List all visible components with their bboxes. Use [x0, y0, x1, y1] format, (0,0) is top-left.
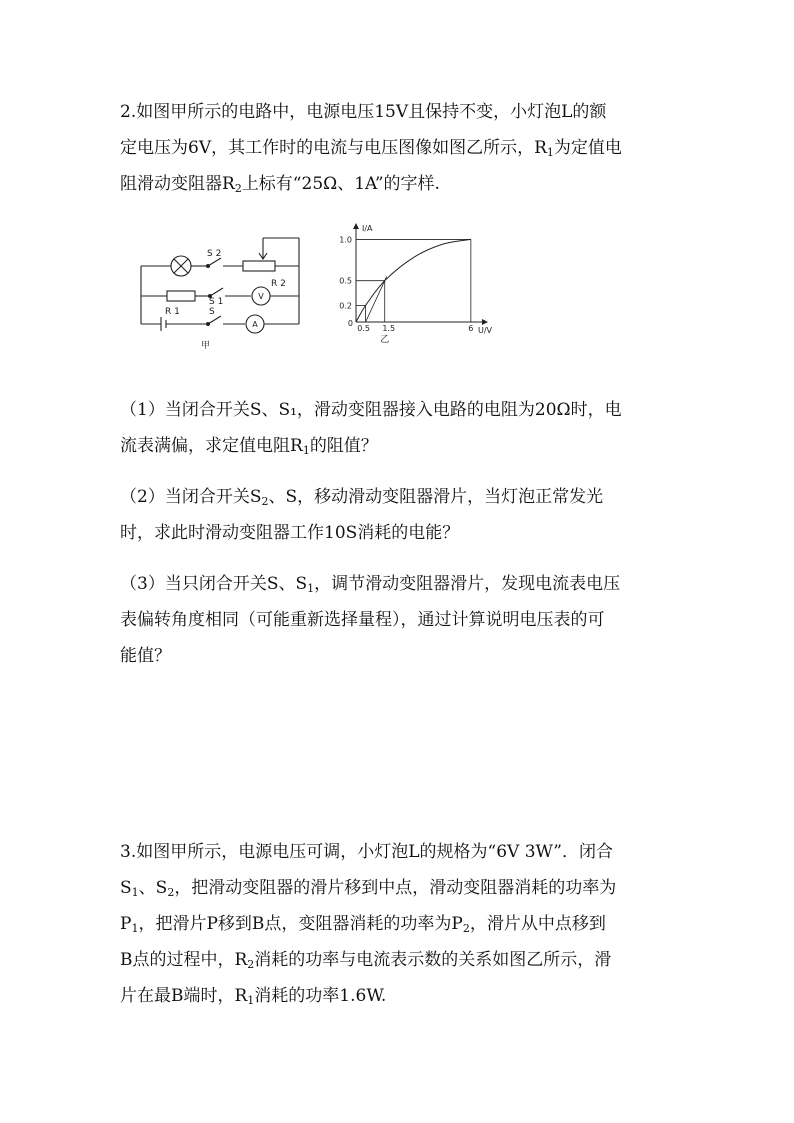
q2-1-line-1: （1）当闭合开关S、S₁，滑动变阻器接入电路的电阻为20Ω时，电 — [120, 400, 622, 420]
switch-s2-icon — [208, 258, 221, 266]
graph-caption: 乙 — [380, 335, 390, 345]
q3-line-3: $P_1$，把滑片P移到B点，变阻器消耗的功率为$P_2$，滑片从中点移到 — [120, 914, 606, 935]
q2-3-line-3: 能值？ — [120, 646, 171, 666]
x-tick-label: 0.5 — [357, 324, 370, 333]
q3-line-5: 片在最B端时，$R_1$消耗的功率1.6W. — [120, 986, 387, 1007]
y-axis-label: I/A — [362, 224, 373, 233]
x-tick-label: 1.5 — [382, 324, 396, 333]
q3-line-4: B点的过程中，$R_2$消耗的功率与电流表示数的关系如图乙所示，滑 — [120, 950, 612, 971]
label-s2: S 2 — [207, 249, 222, 259]
q3-line-2: $S_1$、$S_2$，把滑动变阻器的滑片移到中点，滑动变阻器消耗的功率为 — [120, 878, 617, 899]
q2-line-2: 定电压为6V，其工作时的电流与电压图像如图乙所示，$R_1$为定值电 — [120, 138, 622, 159]
question-2-part-2 — [120, 479, 680, 551]
label-s: S — [209, 307, 215, 317]
q2-2-line-2: 时，求此时滑动变阻器工作10S消耗的电能？ — [120, 523, 460, 543]
q2-3-line-1: （3）当只闭合开关S、$S_1$，调节滑动变阻器滑片，发现电流表电压 — [120, 574, 621, 595]
guide-origin-slope — [366, 277, 387, 322]
label-r1: R 1 — [165, 307, 180, 317]
circuit-caption: 甲 — [201, 341, 211, 351]
origin-label: 0 — [347, 319, 353, 328]
question-2-text — [120, 94, 680, 202]
label-s1: S 1 — [209, 297, 224, 307]
question-3-text — [120, 834, 680, 1014]
question-2-part-3 — [120, 566, 680, 674]
question-2-part-1 — [120, 392, 680, 464]
q2-line-1: 2.如图甲所示的电路中，电源电压15V且保持不变，小灯泡L的额 — [120, 102, 607, 122]
resistor-r1-icon — [167, 291, 195, 301]
label-v: V — [258, 292, 264, 301]
y-axis-arrow — [353, 223, 359, 229]
y-tick-label: 0.5 — [339, 276, 352, 286]
q2-3-line-2: 表偏转角度相同（可能重新选择量程），通过计算说明电压表的可 — [120, 610, 605, 630]
q2-line-3: 阻滑动变阻器$R_2$上标有“25Ω、1A”的字样. — [120, 174, 440, 195]
x-tick-label: 6 — [468, 324, 474, 333]
label-a: A — [252, 320, 258, 329]
q2-2-line-1: （2）当闭合开关$S_2$、S，移动滑动变阻器滑片，当灯泡正常发光 — [120, 487, 604, 508]
circuit-diagram — [135, 224, 315, 354]
switch-s1-icon — [210, 288, 223, 296]
y-tick-label: 0.2 — [339, 301, 352, 311]
label-r2: R 2 — [271, 279, 286, 289]
q2-1-line-2: 流表满偏，求定值电阻$R_1$的阻值？ — [120, 436, 378, 457]
x-axis-label: U/V — [478, 326, 493, 335]
q3-line-1: 3.如图甲所示，电源电压可调，小灯泡L的规格为“6V 3W”．闭合 — [120, 842, 613, 862]
rheostat-r2-icon — [243, 261, 275, 271]
x-axis-arrow — [482, 319, 488, 325]
iu-graph — [328, 218, 493, 345]
y-tick-label: 1.0 — [339, 235, 352, 245]
switch-s-icon — [208, 316, 221, 324]
